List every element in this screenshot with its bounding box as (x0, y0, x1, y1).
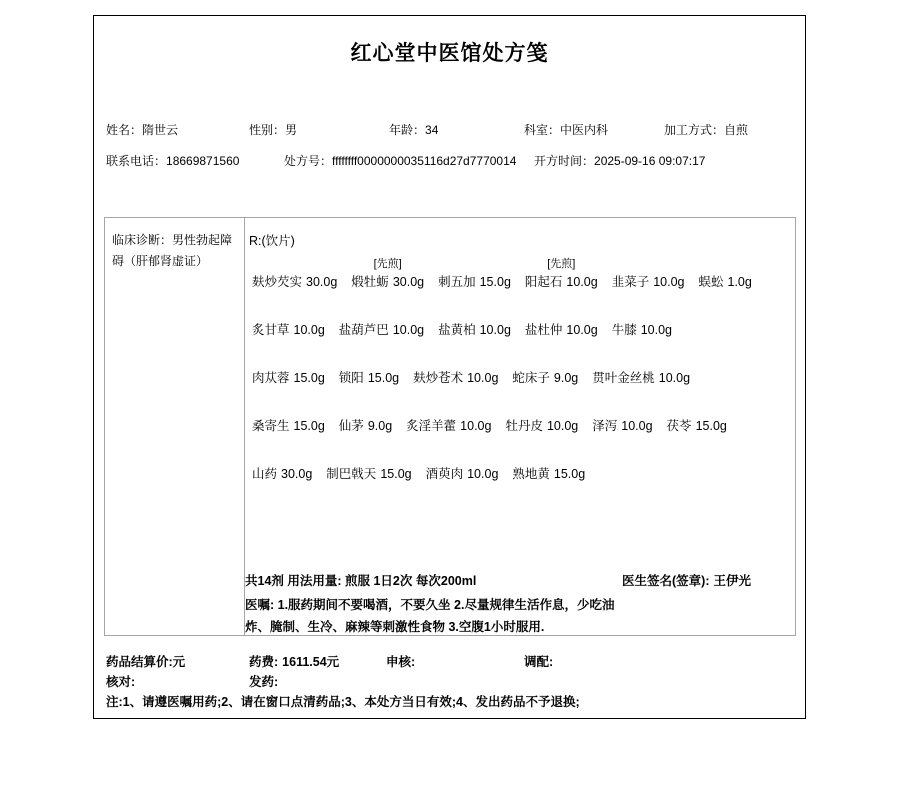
herb-name: 牛膝 (611, 323, 637, 337)
herb-name: 泽泻 (592, 419, 618, 433)
medicine-fee (249, 652, 339, 670)
prescription-number-value: ffffffff0000000035116d27d7770014 (332, 154, 517, 168)
processing-method-label: 加工方式： (664, 123, 725, 137)
herb-name-dose (252, 467, 312, 482)
herb-precook-label (339, 303, 424, 323)
herb-entry (438, 303, 511, 338)
herb-name: 炙甘草 (252, 323, 290, 337)
herb-dose: 15.0g (293, 371, 325, 385)
prescription-time-label: 开方时间： (534, 154, 595, 168)
rx-header: R:(饮片) (249, 234, 295, 248)
prescription-time (534, 152, 705, 169)
herb-name-dose (339, 419, 392, 434)
doctor-signature-label: 医生签名(签章): (622, 574, 710, 588)
herb-dose: 15.0g (553, 467, 586, 481)
review-field: 申核: (386, 655, 416, 669)
herb-entry (698, 255, 751, 290)
herb-entry (512, 447, 585, 482)
medical-advice: 医嘱: 1.服药期间不要喝酒，不要久坐 2.尽量规律生活作息，少吃油炸、腌制、生冷、麻辣等刺激性食物 3.空腹1小时服用. (245, 598, 615, 634)
herb-row (252, 255, 787, 290)
herb-precook-label (252, 399, 325, 419)
herb-precook-label (326, 447, 411, 467)
herb-name-dose (406, 419, 491, 434)
herb-dose: 10.0g (479, 323, 511, 337)
patient-age (389, 121, 438, 138)
herb-precook-label (339, 351, 399, 371)
prescription-number-label: 处方号： (284, 154, 333, 168)
herb-entry (252, 303, 325, 338)
herb-entry (326, 447, 411, 482)
patient-phone (106, 152, 239, 169)
herb-entry (252, 399, 325, 434)
herb-precook-label (406, 399, 491, 419)
herb-entry (592, 399, 652, 434)
patient-phone-label: 联系电话： (106, 154, 167, 168)
herb-name: 锁阳 (338, 371, 364, 385)
herb-name-dose (426, 467, 499, 482)
herb-precook-label: [先煎] (373, 258, 402, 270)
herb-name-dose (438, 275, 511, 290)
herb-name: 熟地黄 (512, 467, 550, 481)
herb-entry (612, 303, 672, 338)
herb-entry (252, 255, 337, 290)
herb-entry (413, 351, 498, 386)
herb-name-dose (252, 419, 325, 434)
herb-precook-label (512, 447, 585, 467)
herb-entry (351, 255, 424, 290)
herb-name-dose (339, 371, 399, 386)
herb-name: 山药 (252, 467, 278, 481)
herb-precook-label (592, 399, 652, 419)
herb-dose: 10.0g (658, 371, 691, 385)
patient-gender (249, 121, 297, 138)
herb-name-dose (525, 275, 598, 290)
herb-name-dose (612, 323, 672, 338)
prescription-sheet (93, 15, 806, 719)
herb-name: 盐葫芦巴 (338, 323, 389, 337)
herb-entry (339, 351, 399, 386)
herb-row (252, 303, 787, 338)
herb-dose: 30.0g (306, 275, 338, 289)
herb-name: 贯叶金丝桃 (592, 371, 655, 385)
herb-row (252, 447, 787, 482)
herb-name-dose (505, 419, 578, 434)
herb-dose: 10.0g (653, 275, 685, 289)
herb-dose: 10.0g (293, 323, 325, 337)
herb-name-dose (698, 275, 751, 290)
check-field: 核对: (106, 675, 136, 689)
footer-note: 注:1、请遵医嘱用药;2、请在窗口点清药品;3、本处方当日有效;4、发出药品不予退换; (106, 695, 580, 709)
herb-name: 麸炒苍术 (413, 371, 464, 385)
herb-row (252, 351, 787, 386)
herb-name: 盐黄柏 (438, 323, 476, 337)
herb-name: 刺五加 (438, 275, 476, 289)
clinical-diagnosis-value: 男性勃起障碍（肝郁肾虚证） (112, 233, 233, 268)
herb-name: 酒萸肉 (425, 467, 464, 481)
clinical-diagnosis (105, 218, 245, 635)
herb-name: 肉苁蓉 (252, 371, 290, 385)
herb-name: 牡丹皮 (505, 419, 543, 433)
settle-price-label: 药品结算价: (106, 655, 173, 669)
herb-dose: 15.0g (367, 371, 400, 385)
herb-dose: 15.0g (479, 275, 511, 289)
herb-precook-label (252, 351, 325, 371)
herb-precook-label: [先煎] (547, 258, 576, 270)
herb-dose: 30.0g (281, 467, 313, 481)
patient-department-label: 科室： (524, 123, 561, 137)
herb-name: 制巴戟天 (326, 467, 377, 481)
herb-precook-label (525, 303, 598, 323)
herb-dose: 10.0g (546, 419, 579, 433)
herb-name: 麸炒芡实 (252, 275, 303, 289)
herb-name-dose (252, 323, 325, 338)
clinical-diagnosis-label: 临床诊断： (112, 233, 173, 247)
herb-precook-label (698, 255, 751, 275)
herb-entry (252, 351, 325, 386)
herb-dose: 15.0g (293, 419, 325, 433)
herb-name-dose (339, 323, 424, 338)
patient-age-label: 年龄： (389, 123, 426, 137)
doctor-signature (622, 571, 751, 589)
patient-age-value: 34 (425, 123, 439, 137)
herb-name-dose (667, 419, 727, 434)
herb-name-dose (525, 323, 598, 338)
herb-precook-label (438, 255, 511, 275)
herb-entry (426, 447, 499, 482)
herb-precook-label (438, 303, 511, 323)
dispense-field: 发药: (249, 675, 279, 689)
herb-name-dose (512, 371, 578, 386)
patient-name-value: 隋世云 (142, 123, 179, 137)
patient-department-value: 中医内科 (560, 123, 609, 137)
page-title: 红心堂中医馆处方笺 (350, 42, 549, 65)
herb-precook-label (252, 255, 337, 275)
patient-phone-value: 18669871560 (166, 154, 240, 168)
herb-entry (438, 255, 511, 290)
herb-entry (406, 399, 491, 434)
herb-name-dose (252, 371, 325, 386)
patient-gender-value: 男 (285, 123, 298, 137)
herb-name: 蜈蚣 (698, 275, 724, 289)
patient-gender-label: 性别： (249, 123, 286, 137)
herb-dose: 10.0g (621, 419, 653, 433)
herb-name-dose (438, 323, 511, 338)
herb-entry (525, 303, 598, 338)
herb-dose: 10.0g (566, 275, 598, 289)
processing-method (664, 121, 748, 138)
herb-dose: 9.0g (553, 371, 579, 385)
prescription-body-box (104, 217, 796, 636)
herb-dose: 10.0g (467, 467, 499, 481)
herb-entry (525, 255, 598, 290)
herb-precook-label (512, 351, 578, 371)
herb-dose: 10.0g (640, 323, 672, 337)
herb-precook-label (612, 303, 672, 323)
herb-name-dose (592, 419, 652, 434)
herb-name-dose (512, 467, 585, 482)
herb-entry (592, 351, 690, 386)
herb-dose: 15.0g (695, 419, 727, 433)
medicine-fee-value: 1611.54元 (282, 655, 340, 669)
herb-entry (252, 447, 312, 482)
prescription-time-value: 2025-09-16 09:07:17 (594, 154, 706, 168)
patient-department (524, 121, 608, 138)
herb-dose: 30.0g (392, 275, 425, 289)
herb-dose: 10.0g (566, 323, 598, 337)
herb-precook-label (612, 255, 685, 275)
processing-method-value: 自煎 (724, 123, 749, 137)
herb-dose: 10.0g (467, 371, 499, 385)
herb-precook-label (426, 447, 499, 467)
herb-entry (512, 351, 578, 386)
herb-dose: 15.0g (380, 467, 412, 481)
herb-dose: 9.0g (367, 419, 393, 433)
herb-precook-label (252, 447, 312, 467)
herb-name-dose (326, 467, 411, 482)
herb-precook-label (592, 351, 690, 371)
herb-name: 桑寄生 (252, 419, 290, 433)
herb-dose: 1.0g (727, 275, 752, 289)
herb-precook-label (339, 399, 392, 419)
herb-entry (339, 303, 424, 338)
herb-name: 仙茅 (338, 419, 364, 433)
herb-dose: 10.0g (392, 323, 425, 337)
herb-dose: 10.0g (460, 419, 492, 433)
herb-name-dose (612, 275, 685, 290)
herb-name-dose (413, 371, 498, 386)
prescription-number (284, 152, 516, 169)
herb-precook-label (667, 399, 727, 419)
herb-row (252, 399, 787, 434)
usage-line: 共14剂 用法用量: 煎服 1日2次 每次200ml (245, 574, 477, 588)
herb-entry (667, 399, 727, 434)
herb-entry (505, 399, 578, 434)
settle-price-value: 元 (172, 655, 186, 669)
herb-name: 盐杜仲 (524, 323, 563, 337)
patient-name (106, 121, 178, 138)
herb-name-dose (351, 275, 424, 290)
herb-precook-label (413, 351, 498, 371)
herb-name: 蛇床子 (512, 371, 550, 385)
doctor-signature-value: 王伊光 (713, 574, 752, 588)
herb-precook-label (252, 303, 325, 323)
prepare-field: 调配: (524, 655, 554, 669)
herb-name: 煅牡蛎 (351, 275, 389, 289)
herb-name-dose (592, 371, 690, 386)
medicine-fee-label: 药费: (249, 655, 279, 669)
patient-name-label: 姓名： (106, 123, 143, 137)
herb-precook-label (505, 399, 578, 419)
settle-price (106, 652, 185, 670)
herb-name: 阳起石 (524, 275, 563, 289)
herb-rows (252, 255, 787, 495)
herb-name-dose (252, 275, 337, 290)
herb-entry (339, 399, 392, 434)
herb-name: 炙淫羊藿 (406, 419, 457, 433)
herb-name: 韭菜子 (611, 275, 650, 289)
herb-entry (612, 255, 685, 290)
herb-name: 茯苓 (666, 419, 692, 433)
